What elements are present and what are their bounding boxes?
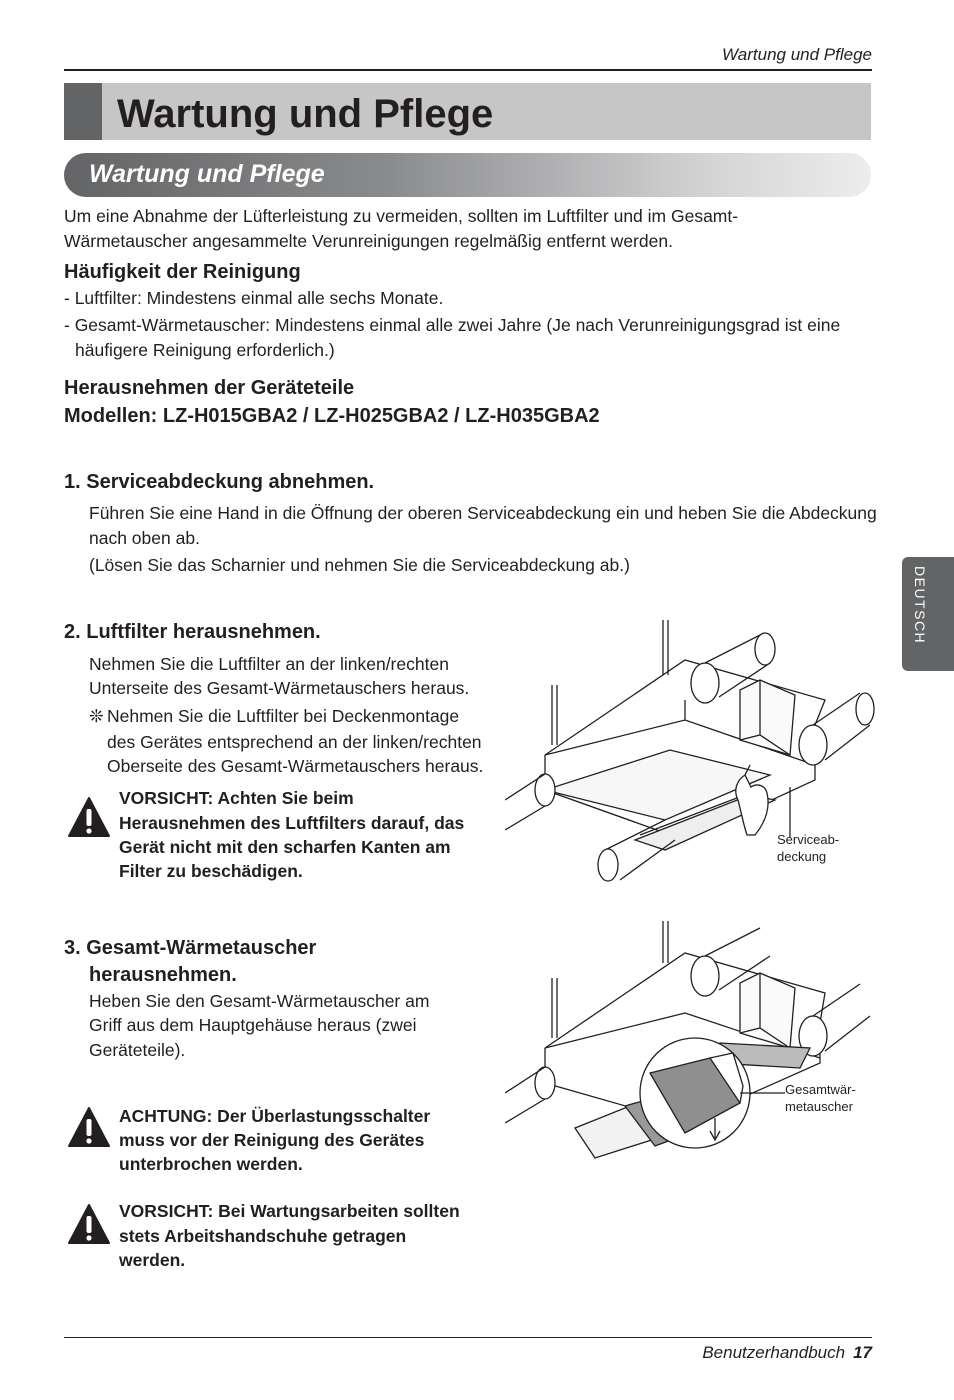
running-header: Wartung und Pflege <box>722 45 872 64</box>
step2-line-1: Nehmen Sie die Luftfilter an der linken/rechten <box>89 654 449 674</box>
frequency-item-2: - Gesamt-Wärmetauscher: Mindestens einmal alle zwei Jahre (Je nach Verunreinigungsgrad ist eine <box>64 315 841 335</box>
page-title: Wartung und Pflege <box>117 92 494 136</box>
intro-line-1: Um eine Abnahme der Lüfterleistung zu vermeiden, sollten im Luftfilter und im Gesamt- <box>64 206 739 226</box>
step1-heading: 1. Serviceabdeckung abnehmen. <box>64 471 375 493</box>
frequency-item-1: - Luftfilter: Mindestens einmal alle sechs Monate. <box>64 288 444 308</box>
footer-rule <box>64 1337 872 1338</box>
service-cover-callout-1: Serviceab- <box>777 832 840 847</box>
note-symbol: ❊ <box>89 706 104 726</box>
step1-line-3: (Lösen Sie das Scharnier und nehmen Sie die Serviceabdeckung ab.) <box>89 555 630 575</box>
heat-exchanger-illustration <box>505 918 875 1163</box>
footer-label: Benutzerhandbuch <box>702 1343 846 1362</box>
step1-line-2: nach oben ab. <box>89 528 200 548</box>
service-cover-callout-2: deckung <box>777 849 827 864</box>
gloves-warning-line-2: stets Arbeitshandschuhe getragen <box>119 1226 407 1246</box>
step2-warning-line-4: Filter zu beschädigen. <box>119 861 303 881</box>
language-tab-label: DEUTSCH <box>912 566 928 645</box>
heat-exchanger-callout-2: metauscher <box>785 1099 853 1114</box>
frequency-item-2-cont: häufigere Reinigung erforderlich.) <box>75 340 335 360</box>
step3-heading-2: herausnehmen. <box>89 964 237 986</box>
frequency-heading: Häufigkeit der Reinigung <box>64 261 301 283</box>
footer <box>702 1343 872 1363</box>
step1-line-1: Führen Sie eine Hand in die Öffnung der oberen Serviceabdeckung ein und heben Sie die Abdeckung <box>89 503 877 523</box>
breaker-warning-line-1: ACHTUNG: Der Überlastungsschalter <box>119 1106 431 1126</box>
gloves-warning-line-1: VORSICHT: Bei Wartungsarbeiten sollten <box>119 1201 460 1221</box>
step2-note-line-1: Nehmen Sie die Luftfilter bei Deckenmontage <box>107 706 460 726</box>
warning-triangle-icon <box>67 1203 111 1245</box>
section-title: Wartung und Pflege <box>89 160 325 188</box>
step2-note-line-3: Oberseite des Gesamt-Wärmetauschers heraus. <box>107 756 484 776</box>
step3-line-3: Geräteteile). <box>89 1040 186 1060</box>
step2-heading: 2. Luftfilter herausnehmen. <box>64 621 321 643</box>
models-heading: Modellen: LZ-H015GBA2 / LZ-H025GBA2 / LZ-H035GBA2 <box>64 405 600 427</box>
title-marker <box>64 83 102 140</box>
intro-line-2: Wärmetauscher angesammelte Verunreinigungen regelmäßig entfernt werden. <box>64 231 673 251</box>
step2-line-2: Unterseite des Gesamt-Wärmetauschers heraus. <box>89 678 470 698</box>
step2-warning-line-2: Herausnehmen des Luftfilters darauf, das <box>119 813 465 833</box>
warning-triangle-icon <box>67 1106 111 1148</box>
breaker-warning-line-3: unterbrochen werden. <box>119 1154 303 1174</box>
step3-line-1: Heben Sie den Gesamt-Wärmetauscher am <box>89 991 430 1011</box>
heat-exchanger-callout-1: Gesamtwär- <box>785 1082 856 1097</box>
warning-triangle-icon <box>67 796 111 838</box>
header-rule <box>64 69 872 71</box>
gloves-warning-line-3: werden. <box>119 1250 186 1270</box>
step2-warning-line-3: Gerät nicht mit den scharfen Kanten am <box>119 837 451 857</box>
step3-line-2: Griff aus dem Hauptgehäuse heraus (zwei <box>89 1015 417 1035</box>
step2-warning-line-1: VORSICHT: Achten Sie beim <box>119 788 354 808</box>
page-number: 17 <box>853 1343 872 1362</box>
step2-note-line-2: des Gerätes entsprechend an der linken/rechten <box>107 732 482 752</box>
step3-heading-1: 3. Gesamt-Wärmetauscher <box>64 937 317 959</box>
removal-heading: Herausnehmen der Geräteteile <box>64 377 355 399</box>
breaker-warning-line-2: muss vor der Reinigung des Gerätes <box>119 1130 425 1150</box>
